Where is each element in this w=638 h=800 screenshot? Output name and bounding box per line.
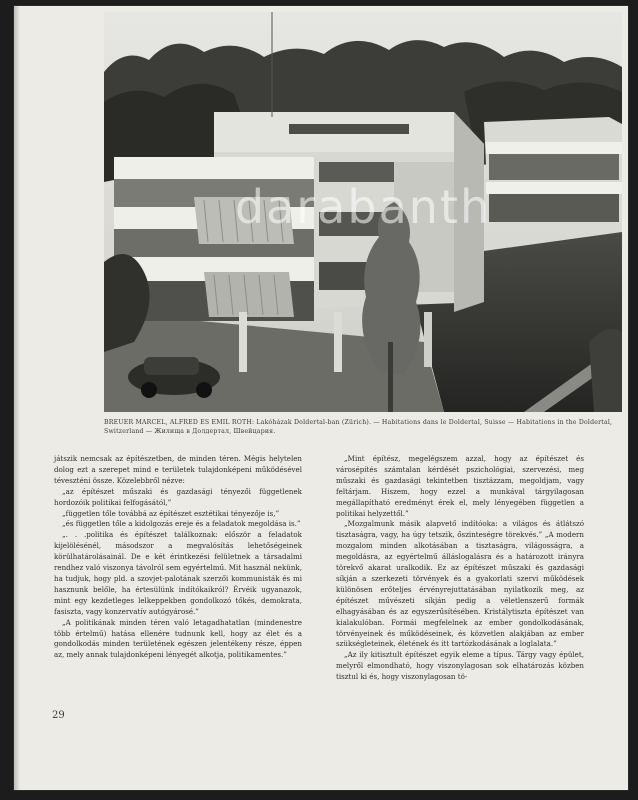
paragraph: „Az ily kitisztult építészet egyik eleme a típus. Tárgy vagy épület, melyről elmondható, hogy viszonylagosan sok elhatározás közben tisztul ki és, hogy viszonylagosan tö- xyxy=(336,650,584,682)
photo-caption: BREUER MARCEL, ALFRED ES EMIL ROTH: Lakóházak Doldertal-ban (Zürich). — Habitations dans le Doldertal, Suisse — Habitations in the Doldertal, Switzerland — Жилища в Долдертал, Швейцария. xyxy=(104,419,613,435)
paragraph: „az építészet műszaki és gazdasági tényezői függetlenek hordozóik politikai felfogásától,” xyxy=(54,486,302,507)
paragraph: „Mint építész, megelégszem azzal, hogy az építészet és városépítés számtalan kérdését pszichológiai, szervezési, meg műszaki és gazdasági tekintetben tisztázzam, megoldjam, vagy feltárjam. Hiszem, hogy ezzel a munkával tárgyilagosan megállapítható eredményt érek el, mely lényegében független a politikai helyzettől.” xyxy=(336,454,584,518)
document-page xyxy=(14,6,628,790)
paragraph: „Mozgalmunk másik alapvető indítóoka: a világos és átlátszó tisztaságra, vagy, ha úgy tetszik, őszinteségre törekvés.” „A modern mozgalom minden alkotásában a tisztaságra, világosságra, a megoldásra, az egyértelmű álláslogalásra és a határozott irányra törekvő akarat uralkodik. Ez az építészet műszaki és gazdasági síkján a szerkezeti törvények és a gyakorlati szervi működések különösen erőteljes érvényrejuttatásában nyilatkozik meg, az építészet művészeti síkján pedig a véletlenszerű formák elhagyásában és az egyszerűsítésében. Kristálytiszta építészet van kialakulóban. Formái megfelelnek az ember gondolkodásának, törvényeinek és működéseinek, és közvetlen alakjában az ember szükségleteinek, életének és itt tartózkodásának a loglalata.” xyxy=(336,519,584,649)
paragraph: játszik nemcsak az építészetben, de minden téren. Mégis helytelen dolog ezt a szerepet mind e területek tulajdonképeni működésével téveszténi össze. Közelebbről nézve: xyxy=(54,454,302,485)
paragraph: „. . .politika és építészet találkoznak: először a feladatok kijelölésénél, másodszor a megvalósítás lehetőségeinek körülhatárolásainál. De e két érintkezési felületnek a társadalmi rendhez való viszonya távolról sem egyértelmű. Mit használ nekünk, ha tudjuk, hogy pld. a szovjet-palotának szerzői kommunisták és mi hasznunk belőle, ha értesülünk indítókaikról? Érvéik ugyanazok, mint egy kezdetleges lelkeppekben gondolkozó tőkés, demokrata, fasiszta, vagy konzervatív autógyárosé.” xyxy=(54,530,302,616)
watermark: darabanth xyxy=(234,180,492,234)
building-photo xyxy=(104,12,622,412)
page-number: 29 xyxy=(52,710,65,721)
page-edge xyxy=(14,6,20,790)
paragraph: „és független tőle a kidolgozás ereje és a feladatok megoldása is.” xyxy=(62,519,301,529)
right-text-column xyxy=(336,454,584,683)
left-text-column xyxy=(54,454,302,661)
paragraph: „A politikának minden téren való letagadhatatlan (mindenestre több értelmű) hatása ellenére tudnunk kell, hogy az élet és a gondolkodás minden területének egészen jelentékeny része, éppen az, mely annak tulajdonképeni lényegét alkotja, politikamentes.” xyxy=(54,617,302,660)
paragraph: „független tőle továbbá az építészet esztétikai tényezője is,” xyxy=(62,508,280,518)
